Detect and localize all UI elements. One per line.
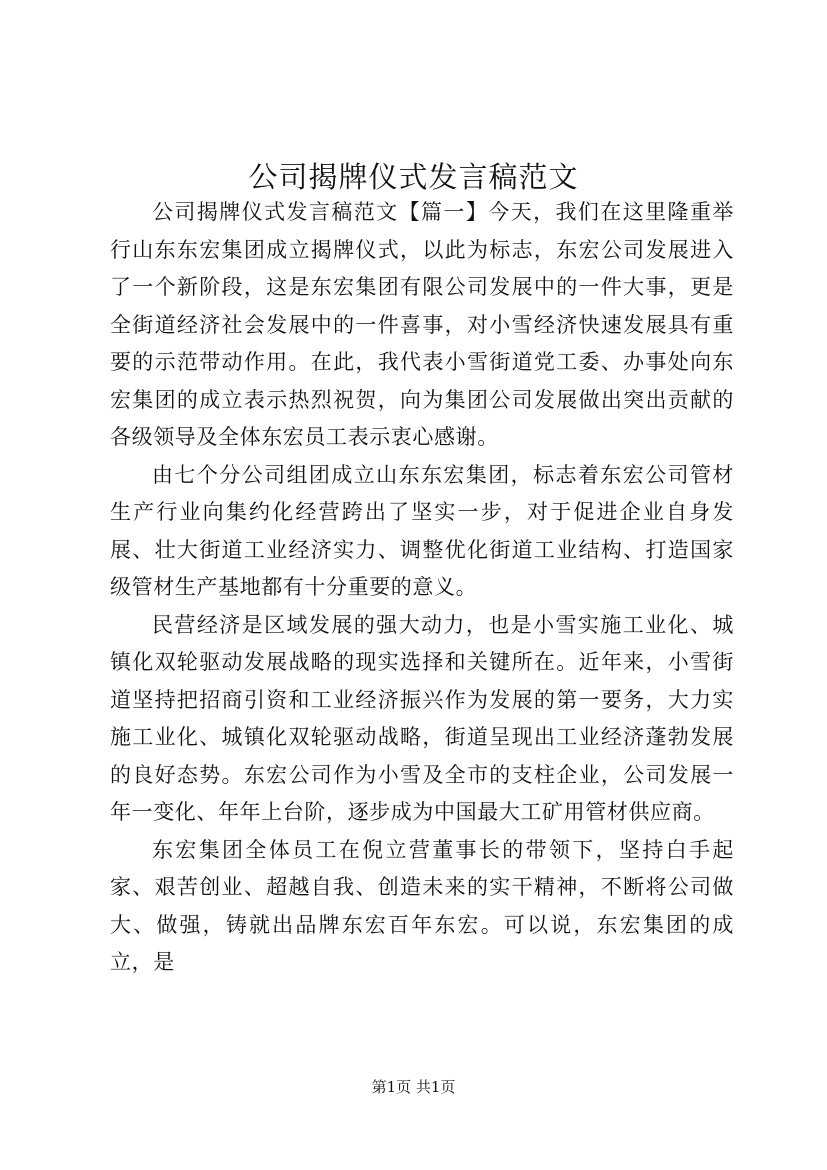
paragraph-4: 东宏集团全体员工在倪立营董事长的带领下，坚持白手起家、艰苦创业、超越自我、创造未来的实干精神，不断将公司做大、做强，铸就出品牌东宏百年东宏。可以说，东宏集团的成立，是 bbox=[110, 837, 734, 974]
paragraph-2: 由七个分公司组团成立山东东宏集团，标志着东宏公司管材生产行业向集约化经营跨出了坚实一步，对于促进企业自身发展、壮大街道工业经济实力、调整优化街道工业结构、打造国家级管材生产基地都有十分重要的意义。 bbox=[110, 462, 734, 599]
paragraph-1: 公司揭牌仪式发言稿范文【篇一】今天，我们在这里隆重举行山东东宏集团成立揭牌仪式，以此为标志，东宏公司发展进入了一个新阶段，这是东宏集团有限公司发展中的一件大事，更是全街道经济社会发展中的一件喜事，对小雪经济快速发展具有重要的示范带动作用。在此，我代表小雪街道党工委、办事处向东宏集团的成立表示热烈祝贺，向为集团公司发展做出突出贡献的各级领导及全体东宏员工表示衷心感谢。 bbox=[110, 200, 734, 449]
document-body bbox=[110, 194, 734, 982]
document-title: 公司揭牌仪式发言稿范文 bbox=[248, 160, 579, 195]
paragraph-3: 民营经济是区域发展的强大动力，也是小雪实施工业化、城镇化双轮驱动发展战略的现实选择和关键所在。近年来，小雪街道坚持把招商引资和工业经济振兴作为发展的第一要务，大力实施工业化、城镇化双轮驱动战略，街道呈现出工业经济蓬勃发展的良好态势。东宏公司作为小雪及全市的支柱企业，公司发展一年一变化、年年上台阶，逐步成为中国最大工矿用管材供应商。 bbox=[110, 612, 734, 824]
page-footer: 第1页 共1页 bbox=[371, 1078, 456, 1096]
